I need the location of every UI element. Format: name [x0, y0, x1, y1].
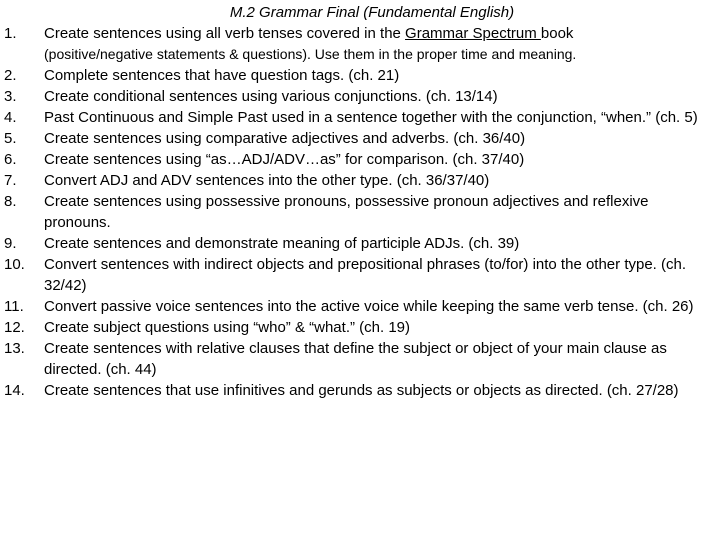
- item-text: Create sentences using “as…ADJ/ADV…as” for comparison. (ch. 37/40): [44, 151, 525, 168]
- list-item: [4, 380, 712, 401]
- list-item: [4, 317, 712, 338]
- list-item: [4, 233, 712, 254]
- item-number: 12.: [4, 319, 25, 336]
- list-item: [4, 86, 712, 107]
- list-item: [4, 170, 712, 191]
- list-item: [4, 149, 712, 170]
- list-item: [4, 107, 712, 128]
- item-text: Create sentences with relative clauses that define the subject or object of your main clause as directed. (ch. 44): [44, 340, 667, 378]
- item-number: 11.: [4, 298, 24, 315]
- item-number: 4.: [4, 109, 17, 126]
- item-number: 8.: [4, 193, 17, 210]
- book-title-underlined: Grammar Spectrum: [405, 25, 541, 42]
- item-number: 5.: [4, 130, 17, 147]
- item-text: Convert passive voice sentences into the active voice while keeping the same verb tense. (ch. 26): [44, 298, 694, 315]
- item-number: 3.: [4, 88, 17, 105]
- document-title: M.2 Grammar Final (Fundamental English): [229, 4, 515, 21]
- item-text: Create sentences that use infinitives and gerunds as subjects or objects as directed. (ch. 27/28): [44, 382, 679, 399]
- item-text: Create sentences and demonstrate meaning of participle ADJs. (ch. 39): [44, 235, 520, 252]
- item-text: Past Continuous and Simple Past used in a sentence together with the conjunction, “when.” (ch. 5): [44, 109, 698, 126]
- item-text-before: Create sentences using all verb tenses covered in the: [44, 25, 406, 42]
- item-number: 9.: [4, 235, 17, 252]
- list-item: [4, 338, 712, 380]
- item-continuation: (positive/negative statements & questions). Use them in the proper time and meaning.: [44, 46, 577, 62]
- item-text: Convert sentences with indirect objects and prepositional phrases (to/for) into the other type. (ch. 32/42): [44, 256, 687, 294]
- item-text: Create subject questions using “who” & “what.” (ch. 19): [44, 319, 410, 336]
- item-number: 2.: [4, 67, 17, 84]
- item-number: 1.: [4, 25, 17, 42]
- item-text: Create sentences using possessive pronouns, possessive pronoun adjectives and reflexive pronouns.: [44, 193, 649, 231]
- list-item: [4, 191, 712, 233]
- item-number: 10.: [4, 256, 25, 273]
- list-item: [4, 296, 712, 317]
- item-text: [44, 23, 712, 65]
- list-item: [4, 23, 712, 65]
- item-number: 7.: [4, 172, 17, 189]
- item-number: 6.: [4, 151, 17, 168]
- list-item: [4, 254, 712, 296]
- item-text: Convert ADJ and ADV sentences into the other type. (ch. 36/37/40): [44, 172, 490, 189]
- item-text-after: book: [540, 25, 574, 42]
- item-text: Create sentences using comparative adjectives and adverbs. (ch. 36/40): [44, 130, 526, 147]
- list-item: [4, 128, 712, 149]
- list-item: [4, 65, 712, 86]
- item-number: 13.: [4, 340, 25, 357]
- item-text: Create conditional sentences using various conjunctions. (ch. 13/14): [44, 88, 498, 105]
- item-text: Complete sentences that have question tags. (ch. 21): [44, 67, 400, 84]
- item-number: 14.: [4, 382, 25, 399]
- requirements-list: [4, 23, 712, 401]
